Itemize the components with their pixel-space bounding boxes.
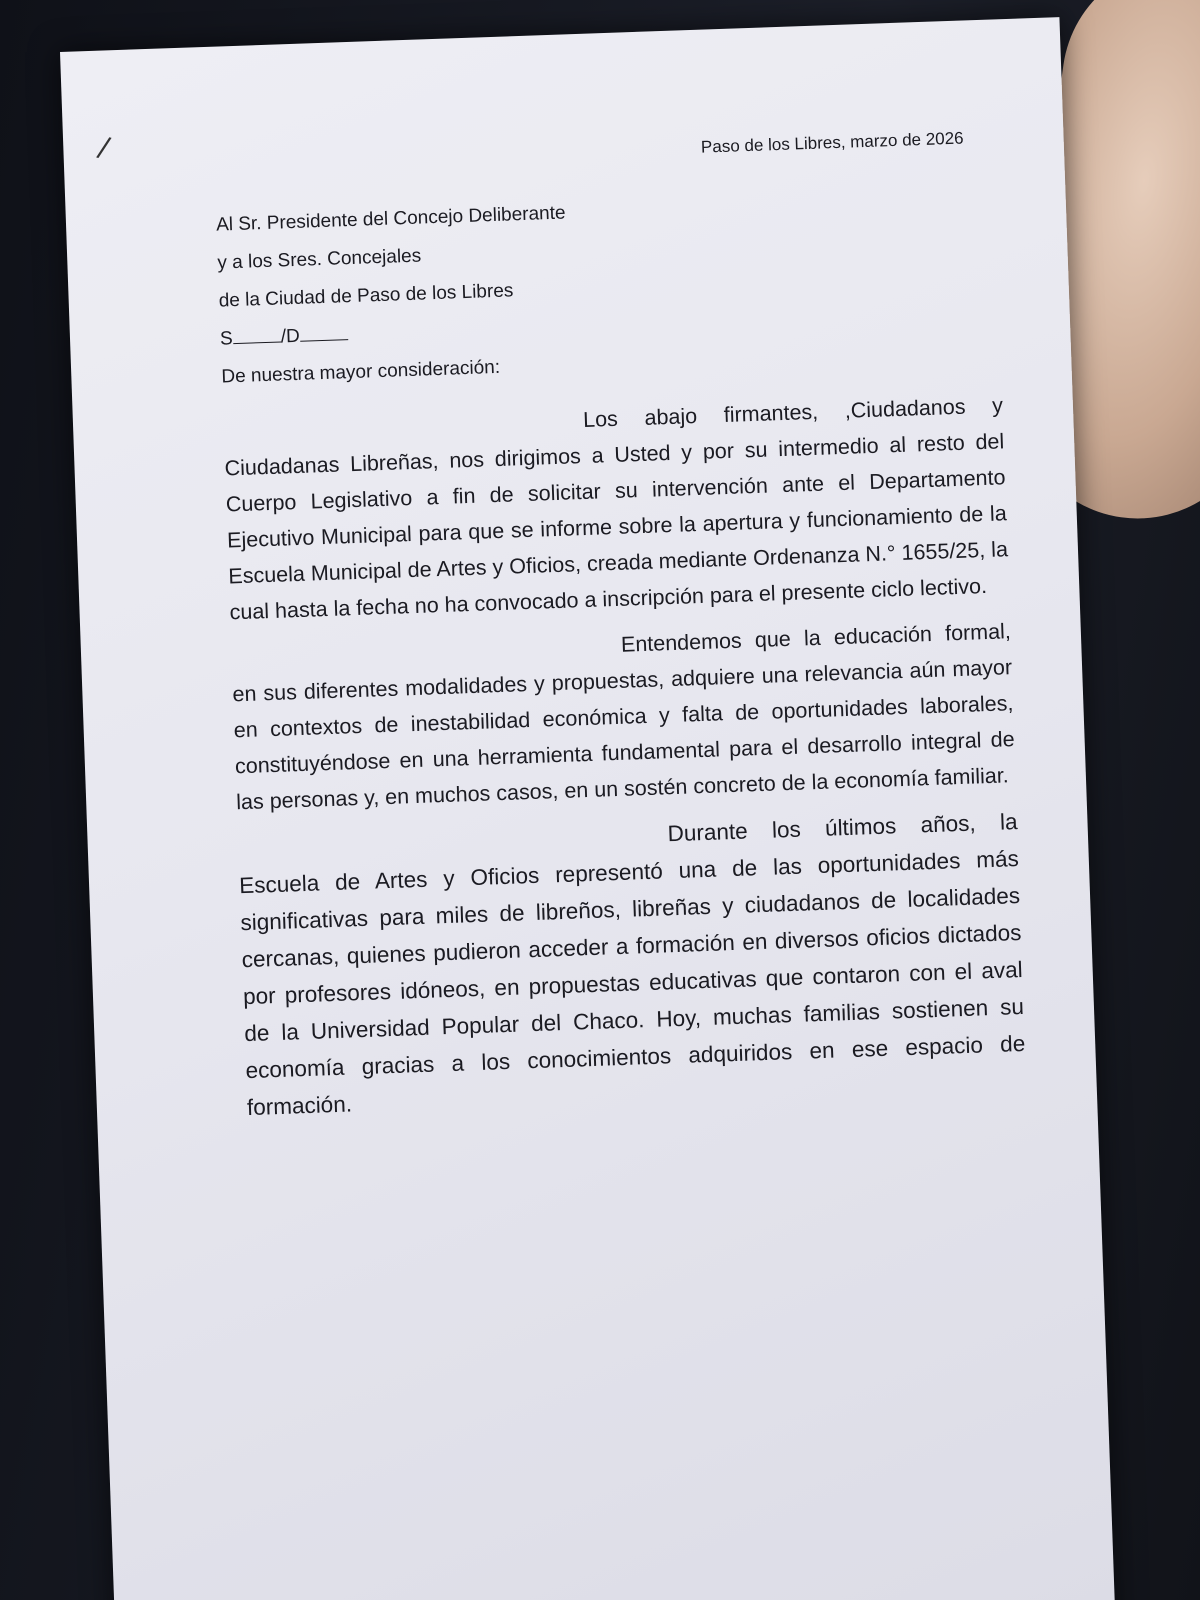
- pen-stroke-mark: /: [94, 129, 114, 165]
- address-line-2: y a los Sres. Concejales: [217, 245, 422, 274]
- salutation: De nuestra mayor consideración:: [221, 356, 501, 388]
- sd-blank-1: [232, 327, 280, 344]
- sd-blank-2: [299, 325, 347, 342]
- letter-body: [213, 119, 1027, 1136]
- paragraph-2: Entendemos que la educación formal, en sus diferentes modalidades y propuestas, adquiere una relevancia aún mayor en contextos de inestabilidad económica y falta de oportunidades laborales, constituyéndose en una herramienta fundamental para el desarrollo integral de las personas y, en muchos casos, en un sostén concreto de la economía familiar.: [232, 619, 1015, 815]
- address-line-1: Al Sr. Presidente del Concejo Deliberante: [215, 202, 566, 236]
- sd-d: /D: [280, 325, 301, 348]
- paper-sheet: [60, 17, 1116, 1600]
- address-line-3: de la Ciudad de Paso de los Libres: [218, 280, 514, 312]
- paragraph-1: Los abajo firmantes, ,Ciudadanos y Ciudadanas Libreñas, nos dirigimos a Usted y por su intermedio al resto del Cuerpo Legislativo a fin de solicitar su intervención ante el Departamento Ejecutivo Municipal para que se informe sobre la apertura y funcionamiento de la Escuela Municipal de Artes y Oficios, creada mediante Ordenanza N.° 1655/25, la cual hasta la fecha no ha convocado a inscripción para el presente ciclo lectivo.: [224, 393, 1009, 625]
- sd-s: S: [219, 328, 234, 350]
- paragraph-3: Durante los últimos años, la Escuela de Artes y Oficios representó una de las oportunidades más significativas para miles de libreños, libreñas y ciudadanos de localidades cercanas, quienes pudieron acceder a formación en diversos oficios dictados por profesores idóneos, en propuestas educativas que contaron con el aval de la Universidad Popular del Chaco. Hoy, muchas familias sostienen su economía gracias a los conocimientos adquiridos en ese espacio de formación.: [238, 809, 1026, 1121]
- dateline: Paso de los Libres, marzo de 2026: [700, 128, 964, 157]
